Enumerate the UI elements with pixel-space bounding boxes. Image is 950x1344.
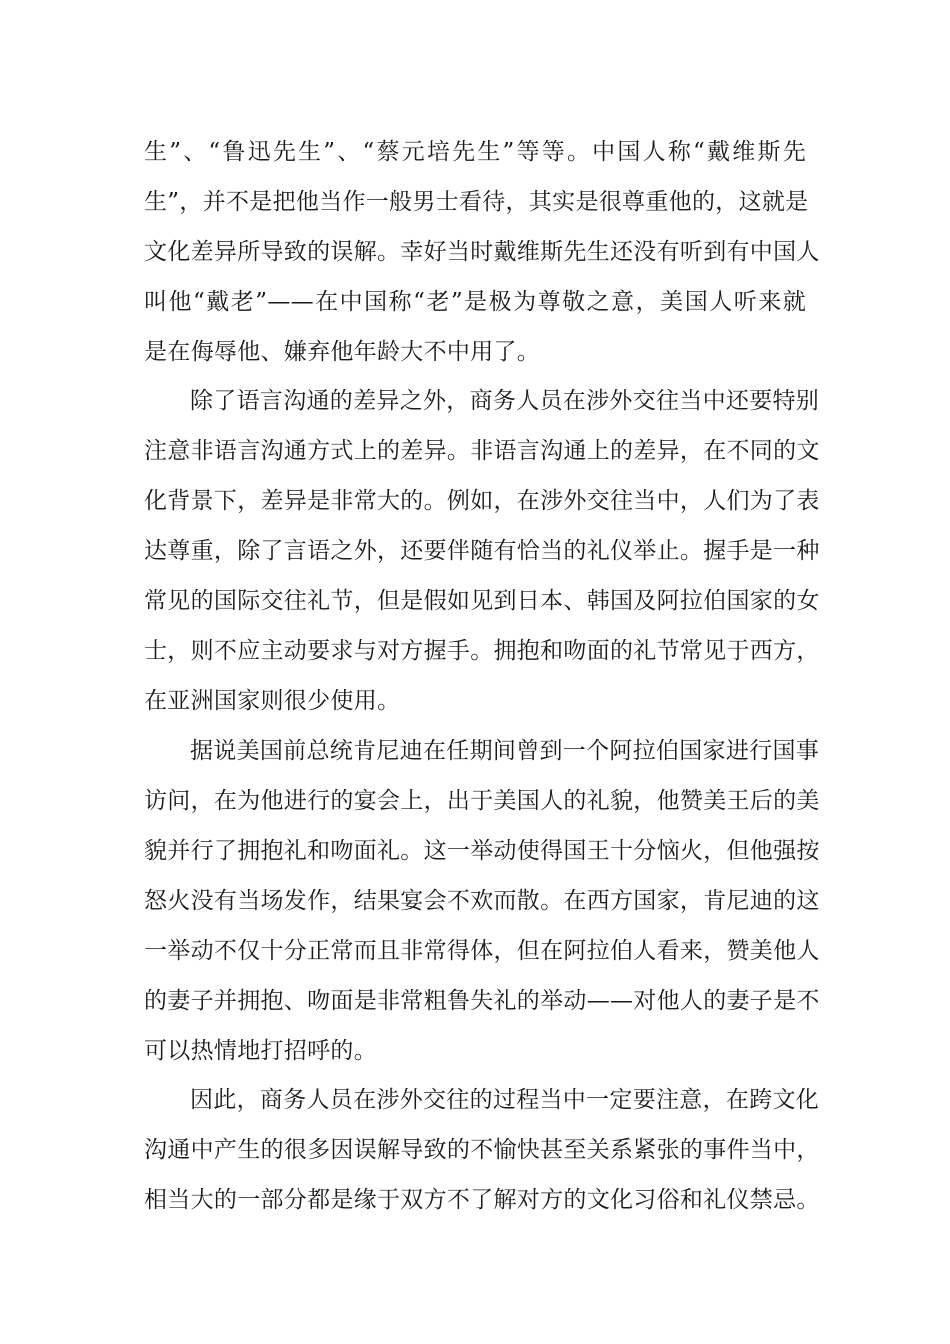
paragraph-3-line-4: 怒火没有当场发作，结果宴会不欢而散。在西方国家，肯尼迪的这 [144, 888, 820, 914]
paragraph-3-line-3: 貌并行了拥抱礼和吻面礼。这一举动使得国王十分恼火，但他强按 [144, 838, 820, 864]
paragraph-4-line-1: 因此，商务人员在涉外交往的过程当中一定要注意，在跨文化 [190, 1087, 820, 1113]
paragraph-2-line-3: 化背景下，差异是非常大的。例如，在涉外交往当中，人们为了表 [144, 488, 820, 514]
paragraph-2-line-6: 士，则不应主动要求与对方握手。拥抱和吻面的礼节常见于西方， [144, 638, 820, 664]
paragraph-1-line-5: 是在侮辱他、嫌弃他年龄大不中用了。 [144, 339, 541, 365]
paragraph-1-line-3: 文化差异所导致的误解。幸好当时戴维斯先生还没有听到有中国人 [144, 239, 820, 265]
paragraph-2-line-4: 达尊重，除了言语之外，还要伴随有恰当的礼仪举止。握手是一种 [144, 538, 820, 564]
paragraph-2-line-7: 在亚洲国家则很少使用。 [144, 688, 401, 714]
paragraph-3-line-1: 据说美国前总统肯尼迪在任期间曾到一个阿拉伯国家进行国事 [190, 738, 820, 764]
paragraph-1-line-2: 生”，并不是把他当作一般男士看待，其实是很尊重他的，这就是 [144, 189, 809, 215]
paragraph-2-line-1: 除了语言沟通的差异之外，商务人员在涉外交往当中还要特别 [190, 388, 820, 414]
paragraph-4-line-3: 相当大的一部分都是缘于双方不了解对方的文化习俗和礼仪禁忌。 [144, 1187, 820, 1213]
paragraph-1-line-1: 生”、“鲁迅先生”、“蔡元培先生”等等。中国人称“戴维斯先 [144, 139, 806, 165]
paragraph-2-line-5: 常见的国际交往礼节，但是假如见到日本、韩国及阿拉伯国家的女 [144, 588, 820, 614]
paragraph-3-line-6: 的妻子并拥抱、吻面是非常粗鲁失礼的举动——对他人的妻子是不 [144, 988, 820, 1014]
paragraph-3-line-5: 一举动不仅十分正常而且非常得体，但在阿拉伯人看来，赞美他人 [144, 938, 820, 964]
paragraph-3-line-7: 可以热情地打招呼的。 [144, 1038, 377, 1064]
paragraph-1-line-4: 叫他“戴老”——在中国称“老”是极为尊敬之意，美国人听来就 [144, 289, 806, 315]
paragraph-4-line-2: 沟通中产生的很多因误解导致的不愉快甚至关系紧张的事件当中， [144, 1137, 820, 1163]
paragraph-3-line-2: 访问，在为他进行的宴会上，出于美国人的礼貌，他赞美王后的美 [144, 788, 820, 814]
paragraph-2-line-2: 注意非语言沟通方式上的差异。非语言沟通上的差异，在不同的文 [144, 438, 820, 464]
